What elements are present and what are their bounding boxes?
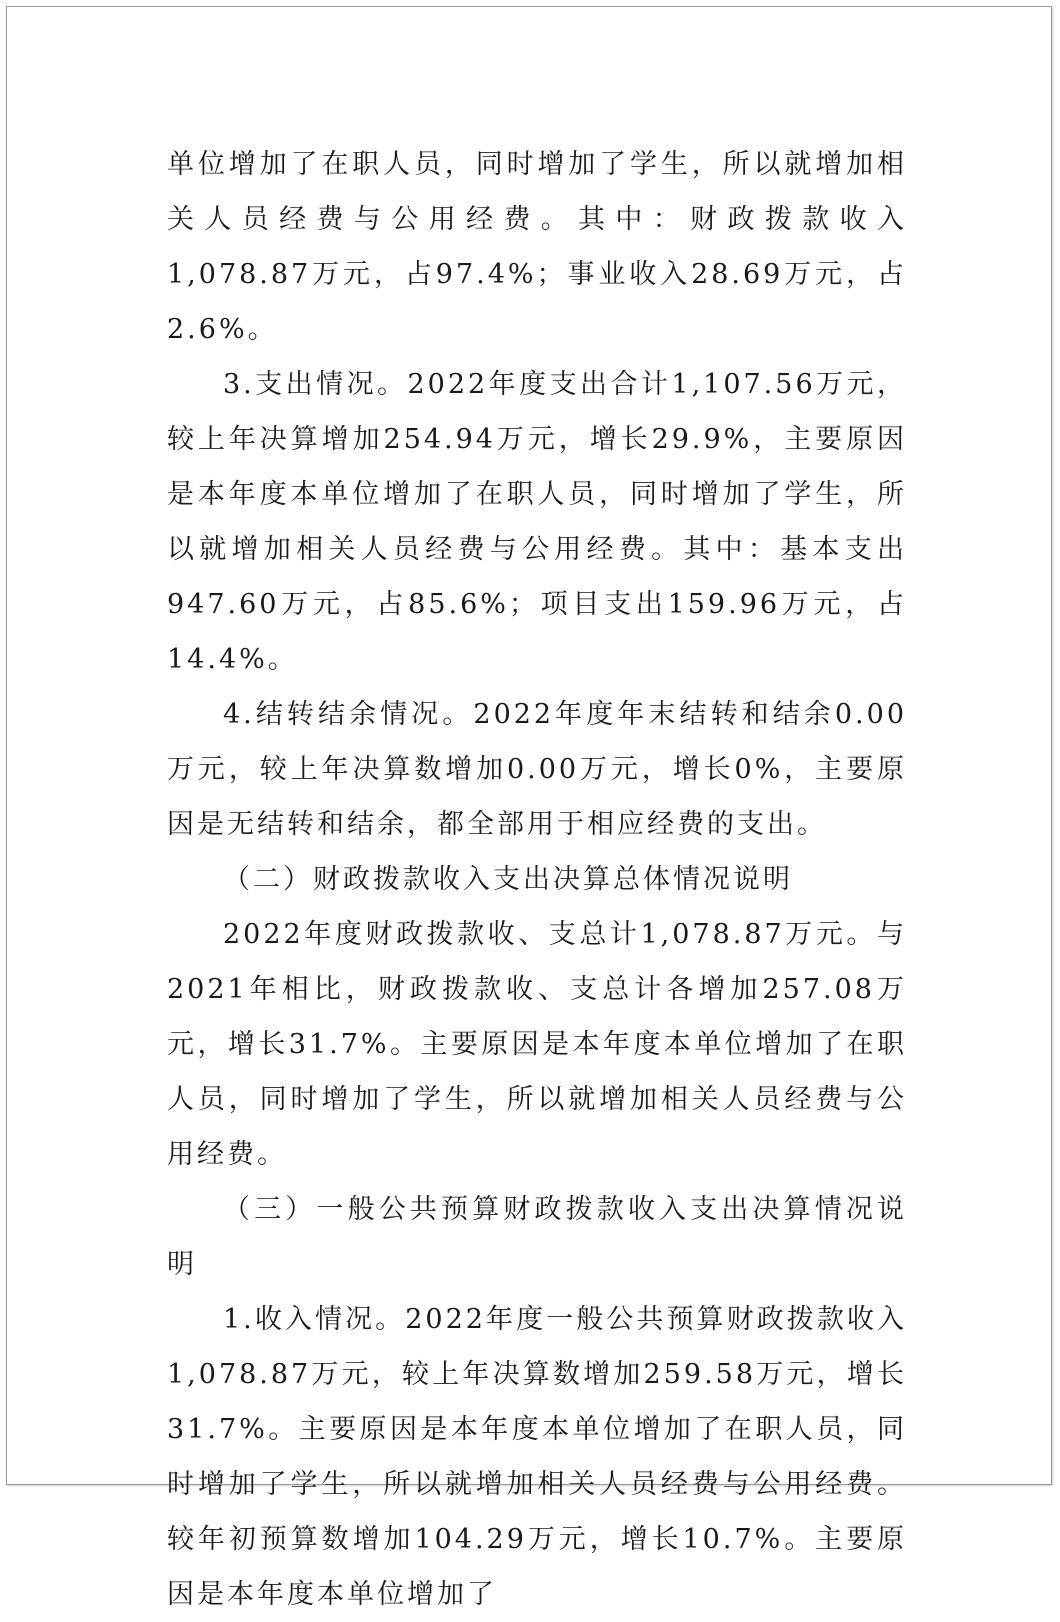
paragraph-general-budget-income: 1.收入情况。2022年度一般公共预算财政拨款收入1,078.87万元，较上年决算数增加259.58万元，增长31.7%。主要原因是本年度本单位增加了在职人员，同时增加了学生，所以就增加相关人员经费与公用经费。较年初预算数增加104.29万元，增长10.7%。主要原因是本年度本单位增加了 [167,1304,907,1610]
paragraph-fiscal-overall: 2022年度财政拨款收、支总计1,078.87万元。与2021年相比，财政拨款收、支总计各增加257.08万元，增长31.7%。主要原因是本年度本单位增加了在职人员，同时增加了学生，所以就增加相关人员经费与公用经费。 [167,919,907,1170]
document-page [6,6,1052,1610]
document-body [167,137,907,1622]
section-heading-2: （二）财政拨款收入支出决算总体情况说明 [223,864,793,895]
paragraph-carryover: 4.结转结余情况。2022年度年末结转和结余0.00万元，较上年决算数增加0.00万元，增长0%，主要原因是无结转和结余，都全部用于相应经费的支出。 [167,699,907,840]
paragraph-income-continued: 单位增加了在职人员，同时增加了学生，所以就增加相关人员经费与公用经费。其中：财政拨款收入1,078.87万元，占97.4%；事业收入28.69万元，占2.6%。 [167,149,907,345]
paragraph-expenditure: 3.支出情况。2022年度支出合计1,107.56万元，较上年决算增加254.94万元，增长29.9%，主要原因是本年度本单位增加了在职人员，同时增加了学生，所以就增加相关人员经费与公用经费。其中：基本支出947.60万元，占85.6%；项目支出159.96万元，占14.4%。 [167,369,907,675]
section-heading-3: （三）一般公共预算财政拨款收入支出决算情况说明 [167,1194,907,1280]
